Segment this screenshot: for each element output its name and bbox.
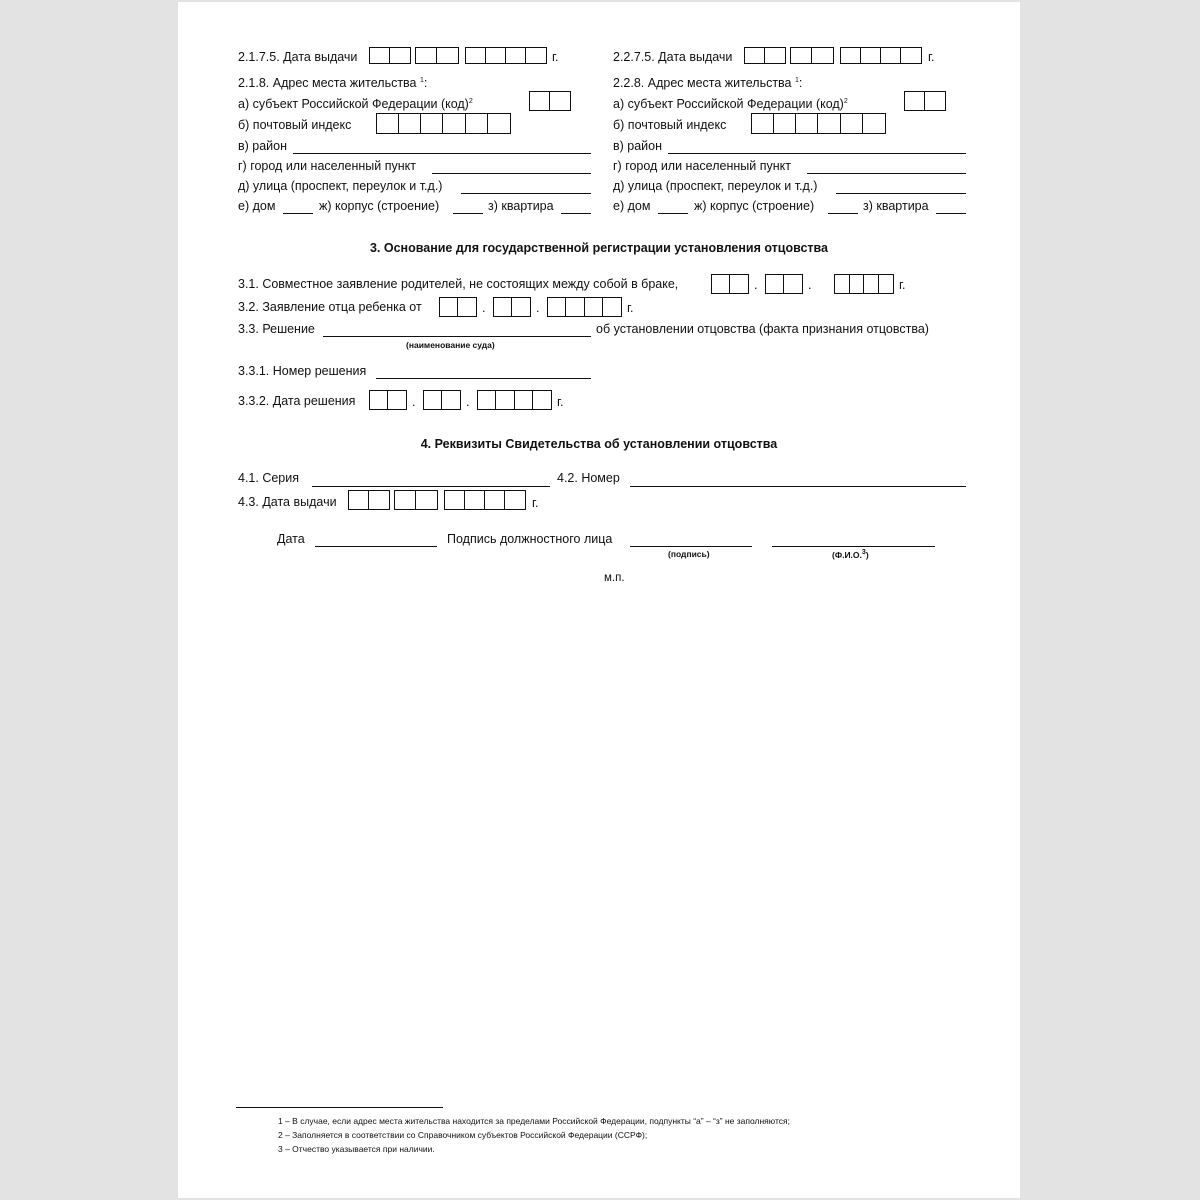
right-issue-day-cells[interactable]	[744, 47, 786, 64]
right-korpus-line[interactable]	[828, 213, 858, 214]
form-page	[178, 2, 1020, 1198]
decision-dot-2: .	[466, 395, 470, 409]
fio-line[interactable]	[772, 546, 935, 547]
father-year-suffix: г.	[627, 301, 634, 315]
footnote-1: 1 – В случае, если адрес места жительства находится за пределами Российской Федерации, подпункты “а” – “з” не заполняются;	[278, 1116, 790, 1126]
left-city-label: г) город или населенный пункт	[238, 159, 416, 173]
right-address-title: 2.2.8. Адрес места жительства $^1$:	[613, 76, 803, 91]
left-issue-month-cells[interactable]	[415, 47, 459, 64]
joint-year-suffix: г.	[899, 278, 906, 292]
certificate-year-cells[interactable]	[444, 490, 526, 510]
decision-year-suffix: г.	[557, 395, 564, 409]
joint-dot-2: .	[808, 278, 812, 292]
decision-month-cells[interactable]	[423, 390, 461, 410]
father-application-label: 3.2. Заявление отца ребенка от	[238, 300, 422, 314]
joint-application-label: 3.1. Совместное заявление родителей, не состоящих между собой в браке,	[238, 277, 679, 291]
left-korpus-line[interactable]	[453, 213, 483, 214]
decision-number-line[interactable]	[376, 378, 591, 379]
right-year-suffix: г.	[928, 50, 935, 64]
left-house-line[interactable]	[283, 213, 313, 214]
court-decision-label: 3.3. Решение	[238, 322, 315, 336]
section3-title: 3. Основание для государственной регистрации установления отцовства	[369, 241, 829, 255]
series-label: 4.1. Серия	[238, 471, 300, 485]
decision-dot-1: .	[412, 395, 416, 409]
father-dot-2: .	[536, 301, 540, 315]
certificate-year-suffix: г.	[532, 496, 539, 510]
left-postal-cells[interactable]	[376, 113, 511, 134]
joint-month-cells[interactable]	[765, 274, 803, 294]
left-issue-day-cells[interactable]	[369, 47, 411, 64]
left-address-title: 2.1.8. Адрес места жительства $^1$:	[238, 76, 428, 91]
right-city-line[interactable]	[807, 173, 966, 174]
left-subject-code-cells[interactable]	[529, 91, 571, 111]
footnote-separator	[236, 1107, 443, 1108]
right-issue-year-cells[interactable]	[840, 47, 922, 64]
decision-date-label: 3.3.2. Дата решения	[238, 394, 356, 408]
father-dot-1: .	[482, 301, 486, 315]
right-house-label: е) дом	[613, 199, 651, 213]
fio-caption: (Ф.И.О.$^3$)	[832, 549, 869, 560]
left-district-label: в) район	[238, 139, 288, 153]
left-city-line[interactable]	[432, 173, 591, 174]
left-issue-year-cells[interactable]	[465, 47, 547, 64]
series-line[interactable]	[312, 486, 550, 487]
official-signature-label: Подпись должностного лица	[447, 532, 613, 546]
left-flat-line[interactable]	[561, 213, 591, 214]
right-korpus-label: ж) корпус (строение)	[694, 199, 815, 213]
right-subject-code-cells[interactable]	[904, 91, 946, 111]
father-day-cells[interactable]	[439, 297, 477, 317]
footnote-3: 3 – Отчество указывается при наличии.	[278, 1144, 435, 1154]
left-street-label: д) улица (проспект, переулок и т.д.)	[238, 179, 443, 193]
right-district-label: в) район	[613, 139, 663, 153]
certificate-day-cells[interactable]	[348, 490, 390, 510]
right-postal-cells[interactable]	[751, 113, 886, 134]
left-street-line[interactable]	[461, 193, 591, 194]
signature-date-label: Дата	[277, 532, 305, 546]
signature-caption: (подпись)	[668, 549, 710, 559]
left-district-line[interactable]	[293, 153, 591, 154]
court-name-caption: (наименование суда)	[406, 340, 495, 350]
decision-day-cells[interactable]	[369, 390, 407, 410]
right-street-label: д) улица (проспект, переулок и т.д.)	[613, 179, 818, 193]
left-flat-label: з) квартира	[488, 199, 554, 213]
right-flat-line[interactable]	[936, 213, 966, 214]
joint-dot-1: .	[754, 278, 758, 292]
signature-line[interactable]	[630, 546, 752, 547]
court-decision-tail: об установлении отцовства (факта признания отцовства)	[596, 322, 929, 336]
father-year-cells[interactable]	[547, 297, 622, 317]
right-city-label: г) город или населенный пункт	[613, 159, 791, 173]
left-subject-label: а) субъект Российской Федерации (код)$^2$	[238, 97, 473, 112]
signature-date-line[interactable]	[315, 546, 437, 547]
right-issue-date-label: 2.2.7.5. Дата выдачи	[613, 50, 733, 64]
number-line[interactable]	[630, 486, 966, 487]
court-name-line[interactable]	[323, 336, 591, 337]
joint-day-cells[interactable]	[711, 274, 749, 294]
right-issue-month-cells[interactable]	[790, 47, 834, 64]
left-korpus-label: ж) корпус (строение)	[319, 199, 440, 213]
right-postal-label: б) почтовый индекс	[613, 118, 727, 132]
certificate-month-cells[interactable]	[394, 490, 438, 510]
stamp-place: м.п.	[604, 572, 625, 584]
decision-number-label: 3.3.1. Номер решения	[238, 364, 367, 378]
left-issue-date-label: 2.1.7.5. Дата выдачи	[238, 50, 358, 64]
left-house-label: е) дом	[238, 199, 276, 213]
certificate-issue-date-label: 4.3. Дата выдачи	[238, 495, 337, 509]
joint-year-cells[interactable]	[834, 274, 894, 294]
father-month-cells[interactable]	[493, 297, 531, 317]
number-label: 4.2. Номер	[557, 471, 620, 485]
right-flat-label: з) квартира	[863, 199, 929, 213]
section4-title: 4. Реквизиты Свидетельства об установлении отцовства	[420, 437, 778, 451]
left-year-suffix: г.	[552, 50, 559, 64]
footnote-2: 2 – Заполняется в соответствии со Справочником субъектов Российской Федерации (ССРФ);	[278, 1130, 648, 1140]
right-house-line[interactable]	[658, 213, 688, 214]
right-street-line[interactable]	[836, 193, 966, 194]
decision-year-cells[interactable]	[477, 390, 552, 410]
right-subject-label: а) субъект Российской Федерации (код)$^2$	[613, 97, 848, 112]
right-district-line[interactable]	[668, 153, 966, 154]
left-postal-label: б) почтовый индекс	[238, 118, 352, 132]
